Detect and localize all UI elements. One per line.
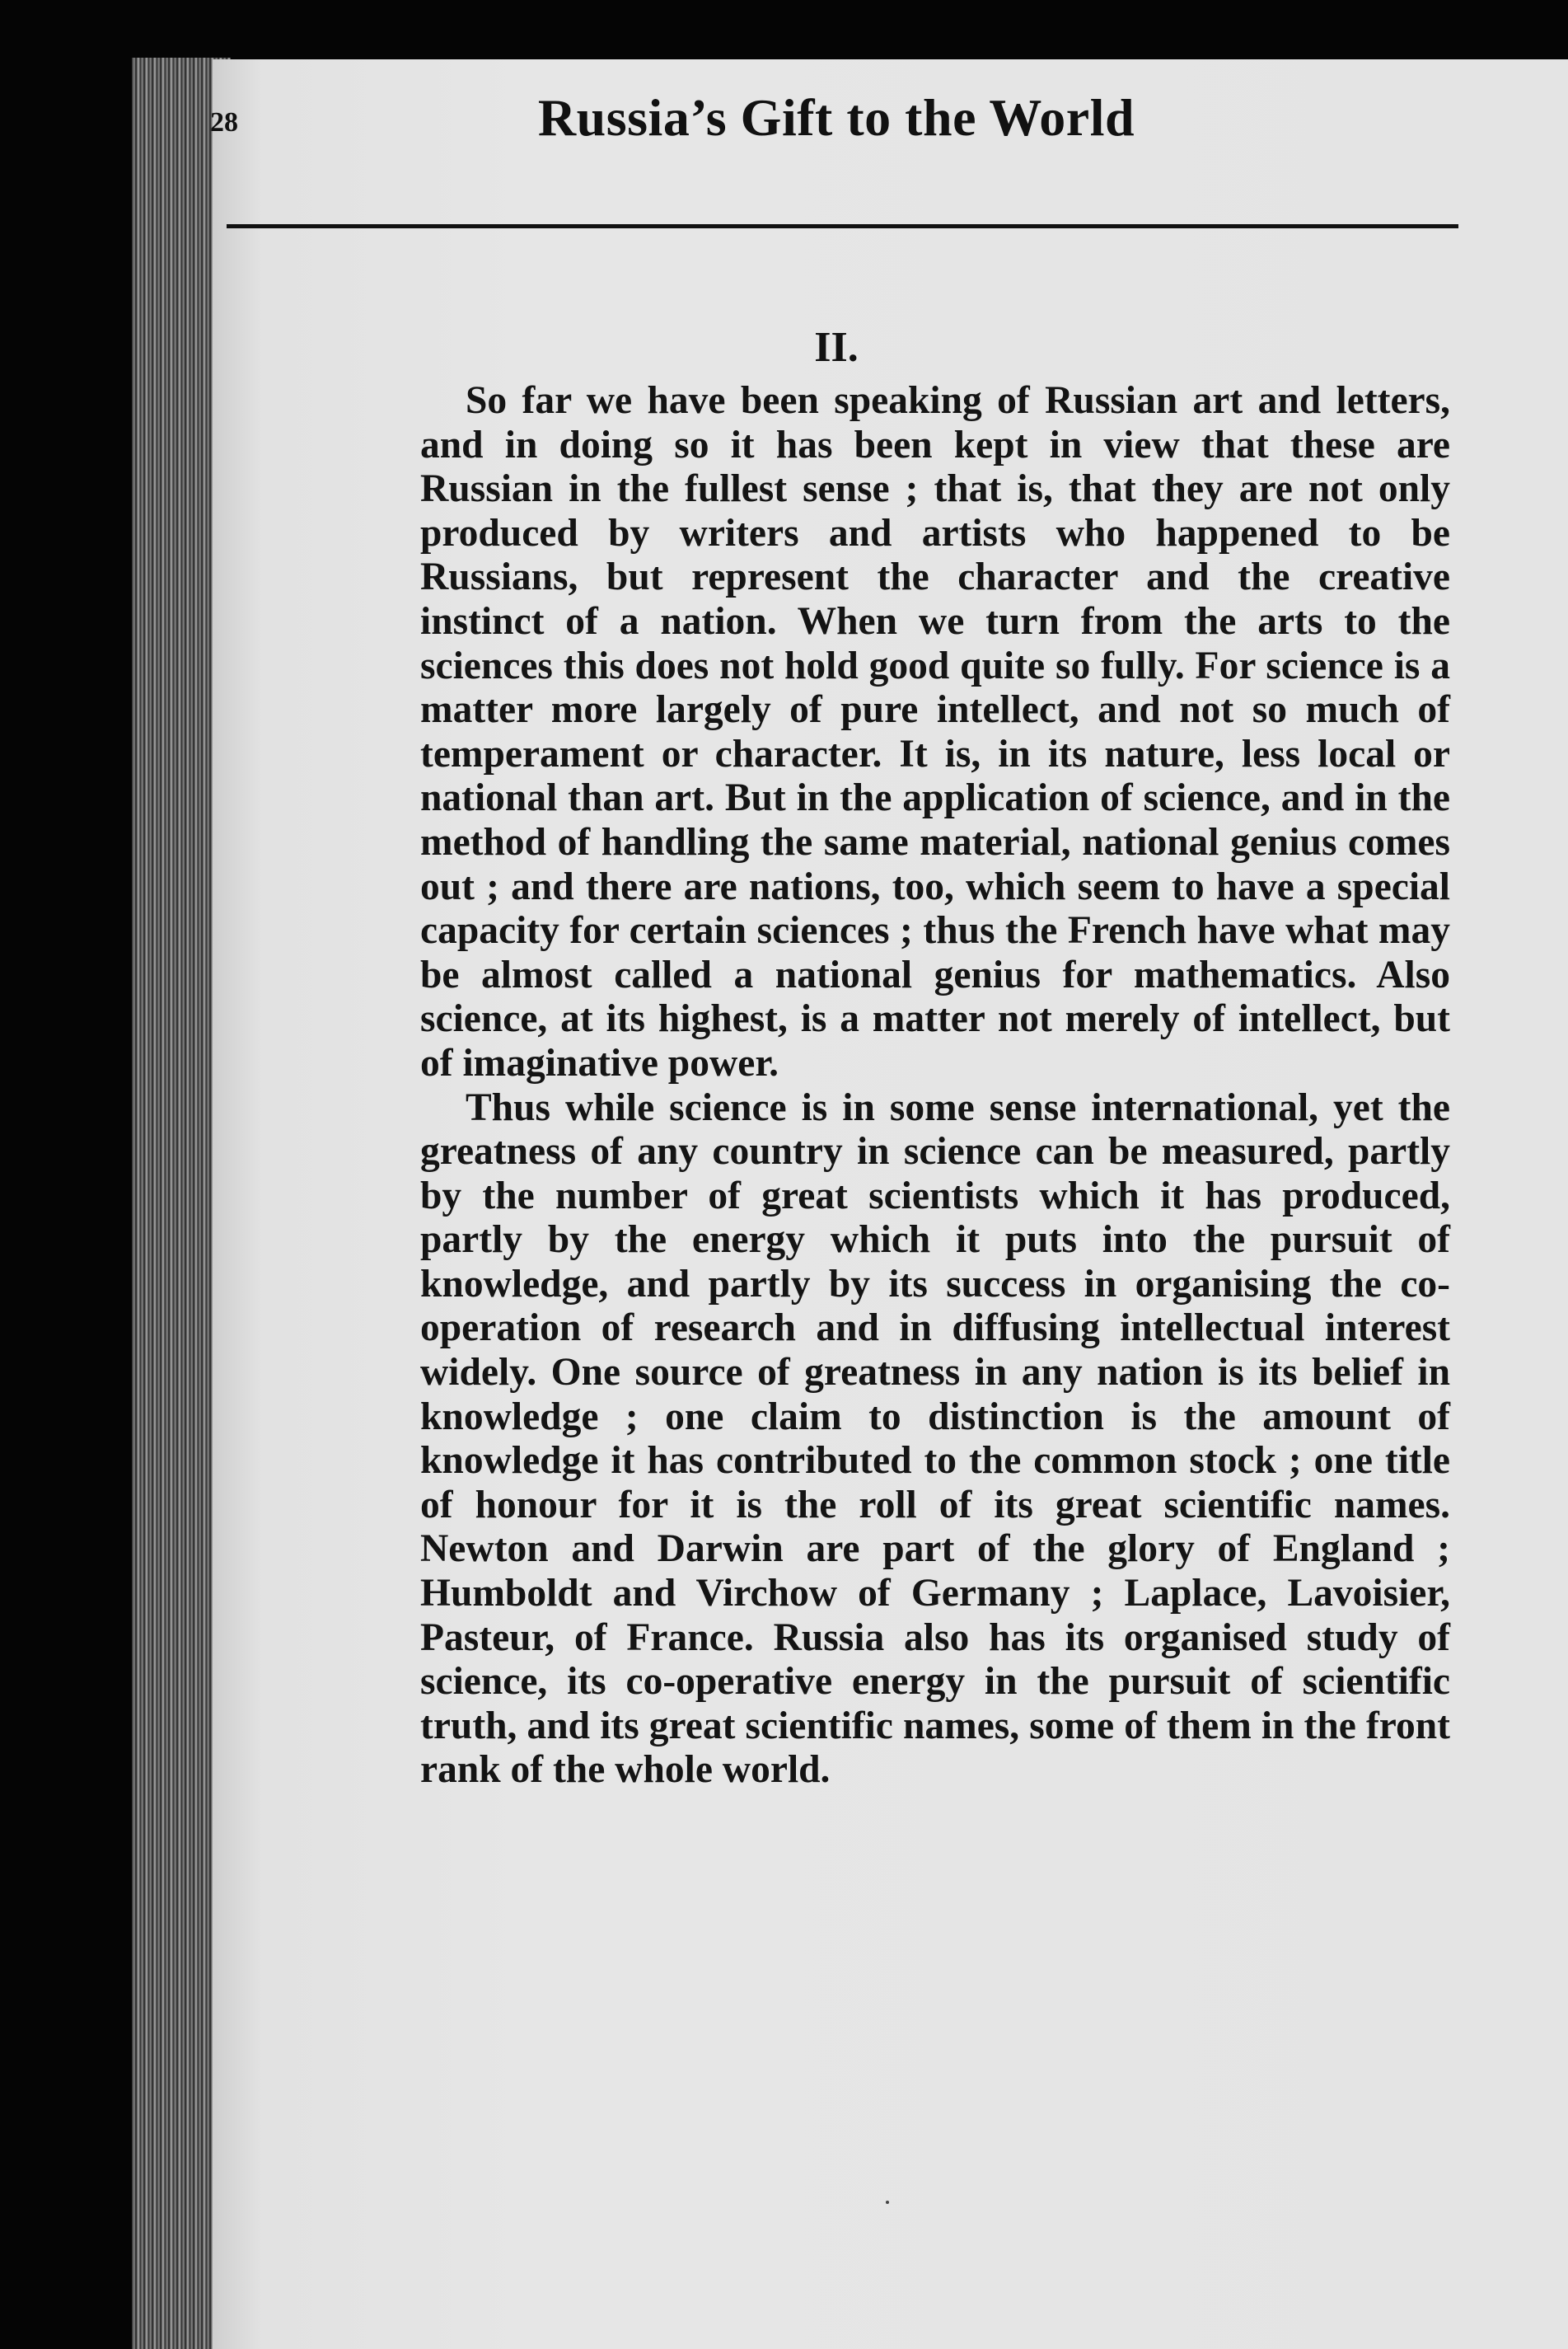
body-text	[420, 379, 1450, 1793]
header-rule	[227, 224, 1458, 228]
section-heading: II.	[814, 324, 859, 371]
scan-speck	[886, 2201, 889, 2204]
running-title: Russia’s Gift to the World	[537, 88, 1135, 147]
running-header	[210, 82, 1463, 157]
paragraph: So far we have been speaking of Russian art and letters, and in doing so it has been kept in view that these are Russian in the fullest sense ; that is, that they are not only produced by writers and artists who happened to be Russians, but represent the character and the creative instinct of a nation. When we turn from the arts to the sciences this does not hold good quite so fully. For science is a matter more largely of pure intellect, and not so much of temperament or character. It is, in its nature, less local or national than art. But in the application of science, and in the method of handling the same material, national genius comes out ; and there are nations, too, which seem to have a special capacity for certain sciences ; thus the French have what may be almost called a national genius for mathematics. Also science, at its highest, is a matter not merely of intellect, but of imaginative power.	[420, 379, 1450, 1085]
page-number: 28	[210, 107, 238, 138]
paragraph: Thus while science is in some sense international, yet the greatness of any country in science can be measured, partly by the number of great scientists which it has produced, partly by the energy which it puts into the pursuit of knowledge, and partly by its success in organising the co-operation of research and in diffusing intellectual interest widely. One source of greatness in any nation is its belief in knowledge ; one claim to distinction is the amount of knowledge it has contributed to the common stock ; one title of honour for it is the roll of its great scientific names. Newton and Darwin are part of the glory of England ; Humboldt and Virchow of Germany ; Laplace, Lavoisier, Pasteur, of France. Russia also has its organised study of science, its co-operative energy in the pursuit of scientific truth, and its great scientific names, some of them in the front rank of the whole world.	[420, 1085, 1450, 1792]
